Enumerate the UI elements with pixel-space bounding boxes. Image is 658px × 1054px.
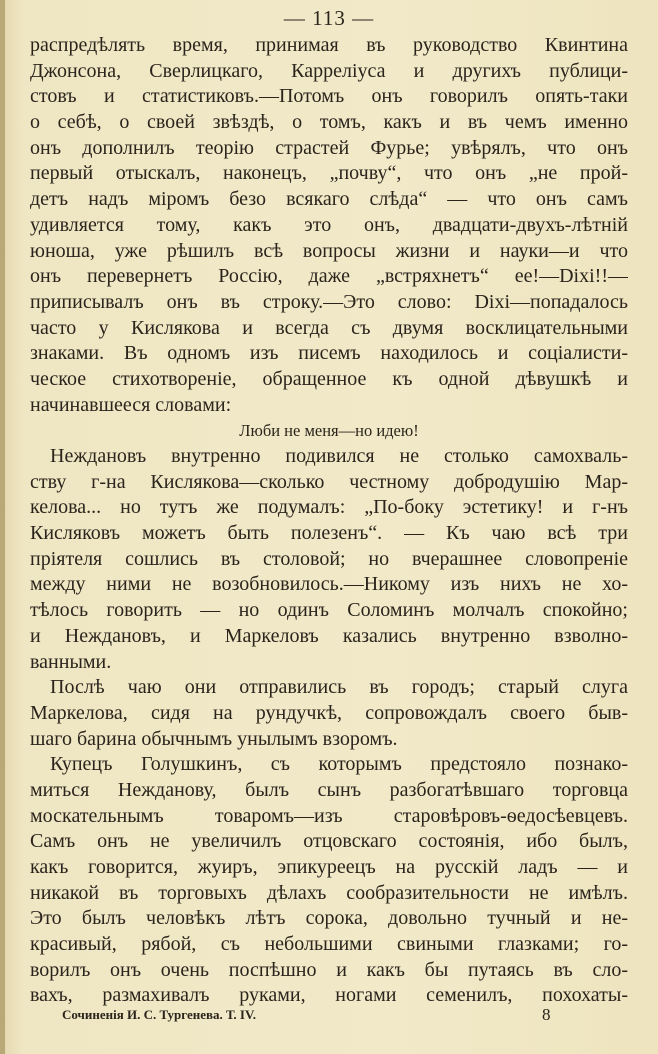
text-line: Послѣ чаю они отправились въ городъ; старый слуга [50, 676, 628, 699]
text-line: келова... но тутъ же подумалъ: „По-боку эстетику! и г-нъ [30, 496, 628, 519]
text-line: какъ говорится, жуиръ, эпикуреецъ на русскій ладъ — и [30, 856, 628, 878]
poem-line: Люби не меня—но идею! [239, 421, 419, 441]
text-line: онъ дополнилъ теорію страстей Фурье; увѣрялъ, что онъ [30, 136, 628, 159]
text-line: между ними не возобновилось.—Никому изъ нихъ не хо- [30, 573, 628, 596]
text-line: Купецъ Голушкинъ, съ которымъ предстояло познако- [50, 753, 628, 776]
text-line: ванными. [30, 650, 112, 673]
text-line: начинавшееся словами: [30, 393, 232, 416]
page-edge [0, 0, 5, 1054]
text-line: удивляется тому, какъ это онъ, двадцати-двухъ-лѣтній [30, 213, 628, 236]
text-line: шаго барина обычнымъ унылымъ взоромъ. [30, 727, 398, 750]
text-line: детъ надъ міромъ безо всякаго слѣда“ — что онъ самъ [30, 188, 628, 211]
text-line: миться Нежданову, былъ сынъ разбогатѣвшаго торговца [30, 778, 628, 801]
text-line: Неждановъ внутренно подивился не столько самохваль- [50, 445, 628, 467]
signature-mark: 8 [542, 1005, 551, 1024]
text-line: красивый, рябой, съ небольшими свиными глазками; го- [30, 933, 628, 956]
text-line: Маркелова, сидя на рундучкѣ, сопровождалъ своего быв- [30, 701, 628, 724]
footer [62, 1007, 562, 1023]
text-line: пріятеля сошлись въ столовой; но вчерашнее словопреніе [30, 547, 628, 570]
text-line: Это былъ человѣкъ лѣтъ сорока, довольно тучный и не- [30, 907, 628, 930]
text-line: Джонсона, Сверлицкаго, Карреліуса и другихъ публици- [30, 59, 628, 82]
text-line: тѣлось говорить — но одинъ Соломинъ молчалъ спокойно; [30, 599, 628, 622]
text-line: распредѣлять время, принимая въ руководство Квинтина [30, 34, 628, 56]
text-line: приписывалъ онъ въ строку.—Это слово: Dixi—попадалось [30, 290, 628, 313]
text-line: знаками. Въ одномъ изъ писемъ находилось и соціалисти- [30, 342, 628, 365]
text-line: часто у Кислякова и всегда съ двумя восклицательными [30, 316, 628, 339]
footer-source: Сочиненія И. С. Тургенева. Т. IV. [62, 1007, 256, 1022]
text-line: Самъ онъ не увеличилъ отцовскаго состоянія, ибо былъ, [30, 830, 628, 853]
text-line: вахъ, размахивалъ руками, ногами семенилъ, похохаты- [30, 984, 628, 1007]
text-line: ворилъ онъ очень поспѣшно и какъ бы путаясь въ сло- [30, 958, 628, 981]
text-line: юноша, уже рѣшилъ всѣ вопросы жизни и науки—и что [30, 239, 628, 262]
text-line: москательнымъ товаромъ—изъ старовѣровъ-ѳедосѣевцевъ. [30, 804, 628, 827]
page-number: — 113 — [283, 6, 375, 30]
text-line: и Неждановъ, и Маркеловъ казались внутренно взволно- [30, 624, 628, 647]
text-line: первый отыскалъ, наконецъ, „почву“, что онъ „не прой- [30, 162, 628, 185]
text-line: никакой въ торговыхъ дѣлахъ сообразительности не имѣлъ. [30, 881, 628, 904]
text-line: стовъ и статистиковъ.—Потомъ онъ говорилъ опять-таки [30, 85, 628, 108]
text-line: онъ перевернетъ Россію, даже „встряхнетъ“ ее!—Dixi!!— [30, 265, 628, 288]
body-text [30, 33, 628, 1009]
text-line: ству г-на Кислякова—сколько честному добродушію Мар- [30, 470, 628, 493]
text-line: Кисляковъ можетъ быть полезенъ“. — Къ чаю всѣ три [30, 522, 628, 545]
text-line: ческое стихотвореніе, обращенное къ одной дѣвушкѣ и [30, 367, 628, 390]
text-line: о себѣ, о своей звѣздѣ, о томъ, какъ и въ чемъ именно [30, 111, 628, 134]
